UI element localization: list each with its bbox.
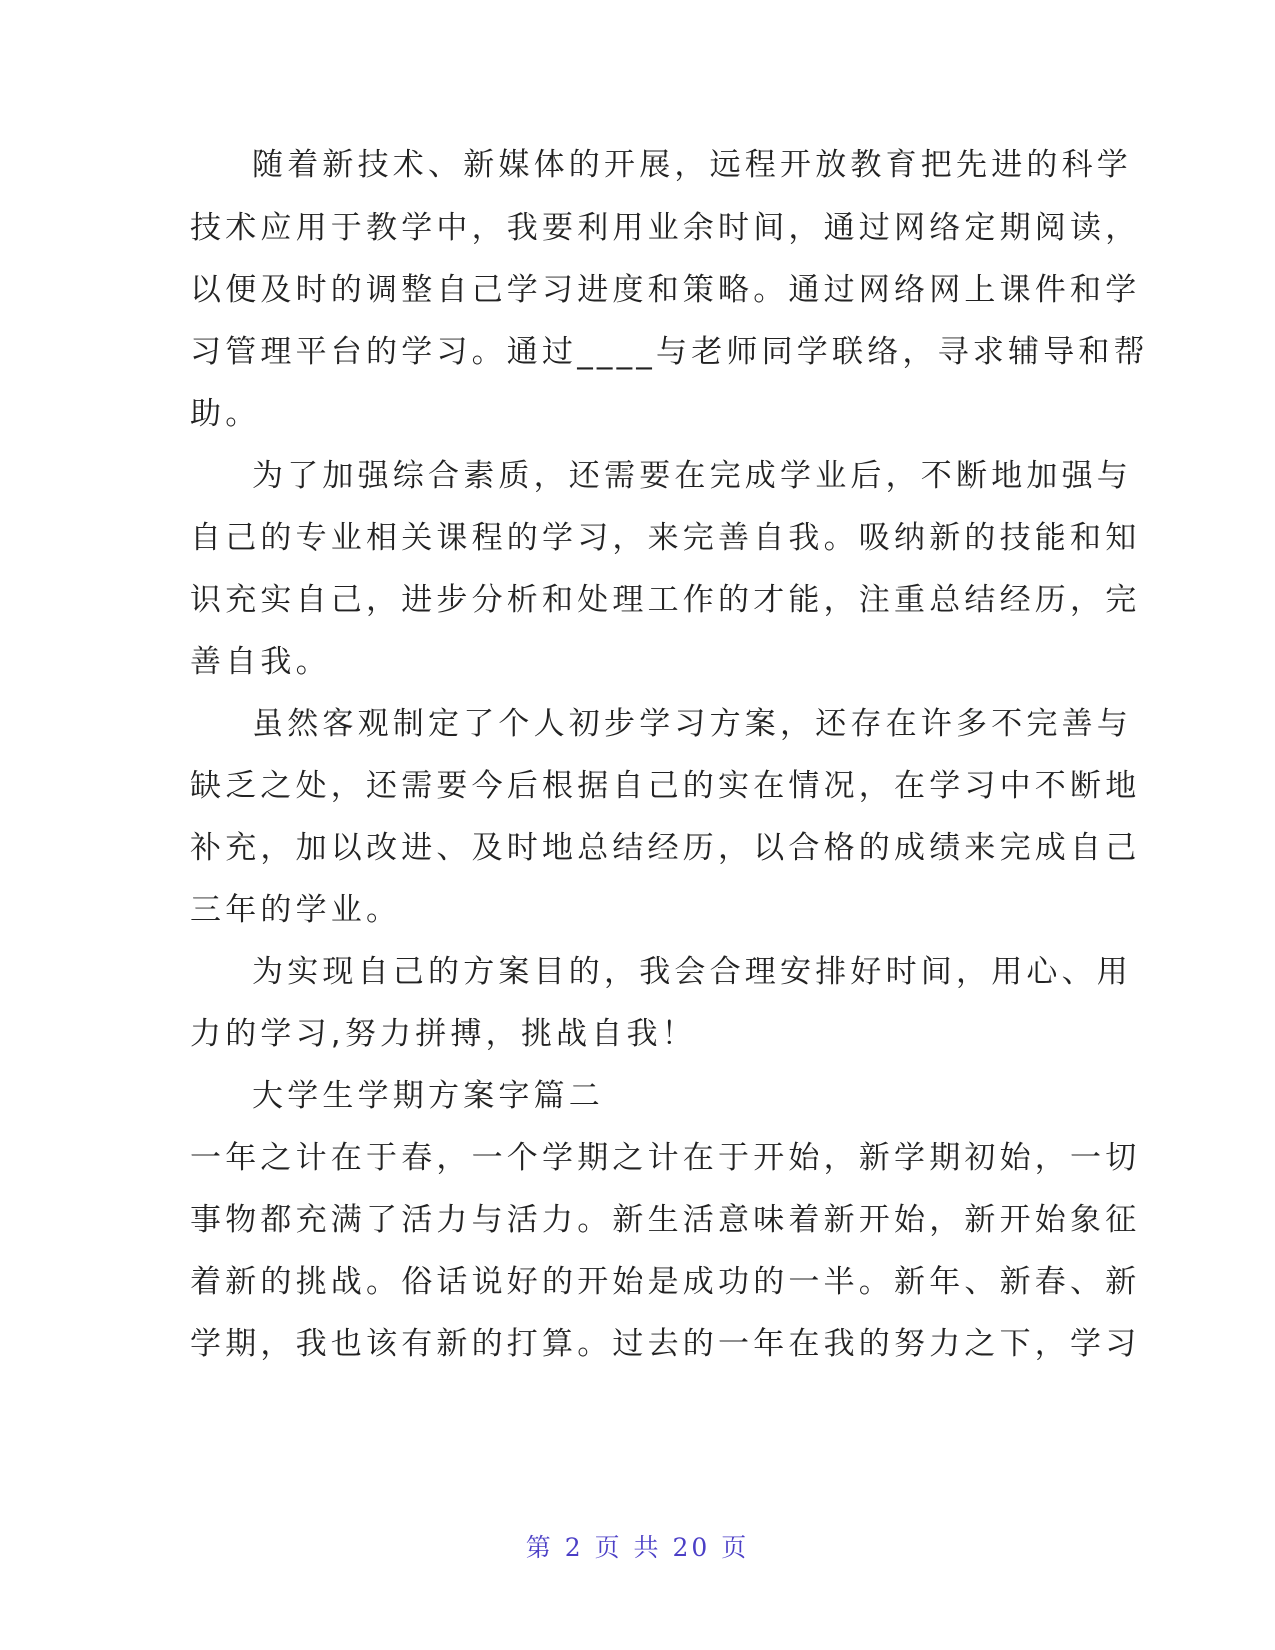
paragraph-2-line-3: 识充实自己，进步分析和处理工作的才能，注重总结经历，完 [190, 582, 1141, 618]
paragraph-1-line-1: 随着新技术、新媒体的开展，远程开放教育把先进的科学 [252, 147, 1132, 183]
paragraph-4-line-2: 力的学习,努力拼搏，挑战自我！ [190, 1016, 697, 1052]
paragraph-1-line-4: 习管理平台的学习。通过____与老师同学联络，寻求辅导和帮 [190, 334, 1149, 370]
page-number-footer: 第 2 页 共 20 页 [525, 1533, 750, 1562]
section-heading: 大学生学期方案字篇二 [252, 1078, 604, 1114]
paragraph-4-line-1: 为实现自己的方案目的，我会合理安排好时间，用心、用 [252, 954, 1132, 990]
paragraph-1-line-2: 技术应用于教学中，我要利用业余时间，通过网络定期阅读， [190, 210, 1141, 246]
paragraph-2-line-1: 为了加强综合素质，还需要在完成学业后，不断地加强与 [252, 458, 1132, 494]
paragraph-3-line-3: 补充，加以改进、及时地总结经历，以合格的成绩来完成自己 [190, 830, 1141, 866]
final-paragraph-line-2: 事物都充满了活力与活力。新生活意味着新开始，新开始象征 [190, 1202, 1141, 1238]
paragraph-3-line-4: 三年的学业。 [190, 892, 402, 928]
paragraph-3-line-1: 虽然客观制定了个人初步学习方案，还存在许多不完善与 [252, 706, 1132, 742]
paragraph-2-line-4: 善自我。 [190, 644, 331, 680]
final-paragraph-line-3: 着新的挑战。俗话说好的开始是成功的一半。新年、新春、新 [190, 1264, 1141, 1300]
final-paragraph-line-4: 学期，我也该有新的打算。过去的一年在我的努力之下，学习 [190, 1326, 1141, 1362]
paragraph-3-line-2: 缺乏之处，还需要今后根据自己的实在情况，在学习中不断地 [190, 768, 1141, 804]
paragraph-1-line-3: 以便及时的调整自己学习进度和策略。通过网络网上课件和学 [190, 272, 1141, 308]
paragraph-1-line-5: 助。 [190, 396, 261, 432]
final-paragraph-line-1: 一年之计在于春，一个学期之计在于开始，新学期初始，一切 [190, 1140, 1141, 1176]
paragraph-2-line-2: 自己的专业相关课程的学习，来完善自我。吸纳新的技能和知 [190, 520, 1141, 556]
